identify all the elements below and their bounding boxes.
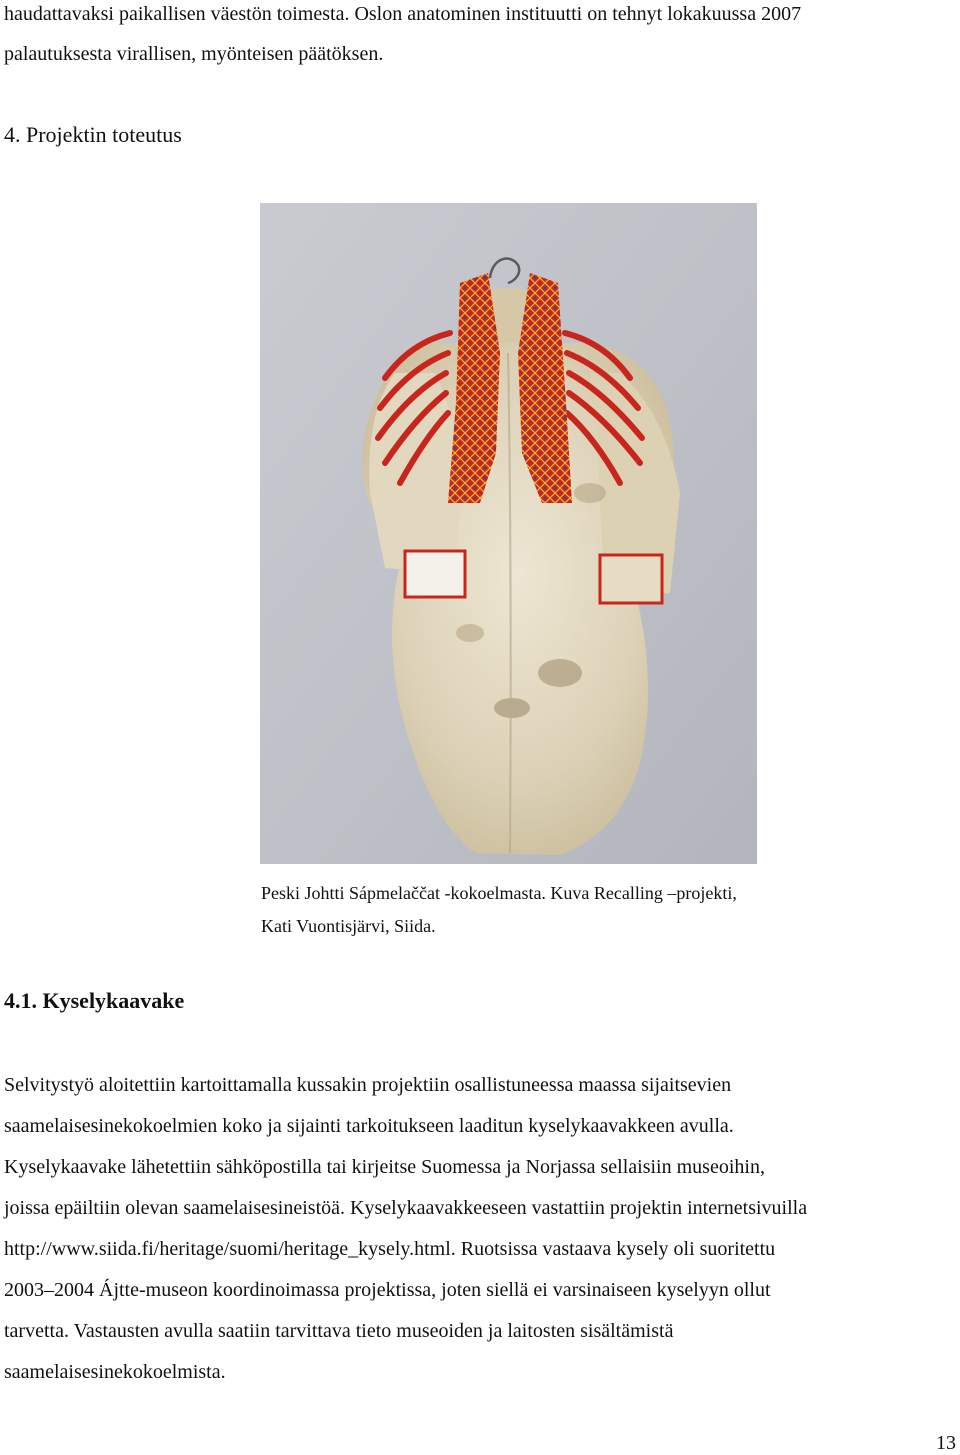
intro-line-1: haudattavaksi paikallisen väestön toimesta. Oslon anatominen instituutti on tehnyt lokakuussa 2007 — [4, 3, 802, 25]
body-line-4: joissa epäiltiin olevan saamelaisesineistöä. Kyselykaavakkeeseen vastattiin projektin internetsivuilla — [4, 1197, 808, 1219]
figure-caption-line-1: Peski Johtti Sápmelaččat -kokoelmasta. Kuva Recalling –projekti, — [261, 883, 737, 903]
body-line-6: 2003–2004 Ájtte-museon koordinoimassa projektissa, joten siellä ei varsinaiseen kyselyyn ollut — [4, 1279, 771, 1301]
figure-photo — [260, 203, 757, 864]
figure-caption-line-2: Kati Vuontisjärvi, Siida. — [261, 916, 436, 936]
body-line-5: http://www.siida.fi/heritage/suomi/heritage_kysely.html. Ruotsissa vastaava kysely oli suoritettu — [4, 1238, 776, 1260]
body-line-2: saamelaisesinekokoelmien koko ja sijainti tarkoitukseen laaditun kyselykaavakkeen avulla. — [4, 1115, 734, 1137]
body-line-1: Selvitystyö aloitettiin kartoittamalla kussakin projektiin osallistuneessa maassa sijaitsevien — [4, 1074, 732, 1096]
intro-line-2: palautuksesta virallisen, myönteisen päätöksen. — [4, 43, 384, 65]
body-line-8: saamelaisesinekokoelmista. — [4, 1361, 226, 1383]
body-line-7: tarvetta. Vastausten avulla saatiin tarvittava tieto museoiden ja laitosten sisältämistä — [4, 1320, 674, 1342]
subsection-heading: 4.1. Kyselykaavake — [4, 988, 185, 1013]
body-line-3: Kyselykaavake lähetettiin sähköpostilla tai kirjeitse Suomessa ja Norjassa sellaisiin museoihin, — [4, 1156, 765, 1178]
section-heading: 4. Projektin toteutus — [4, 122, 182, 147]
page-number: 13 — [936, 1432, 956, 1454]
fur-coat-photo-icon — [260, 203, 757, 864]
